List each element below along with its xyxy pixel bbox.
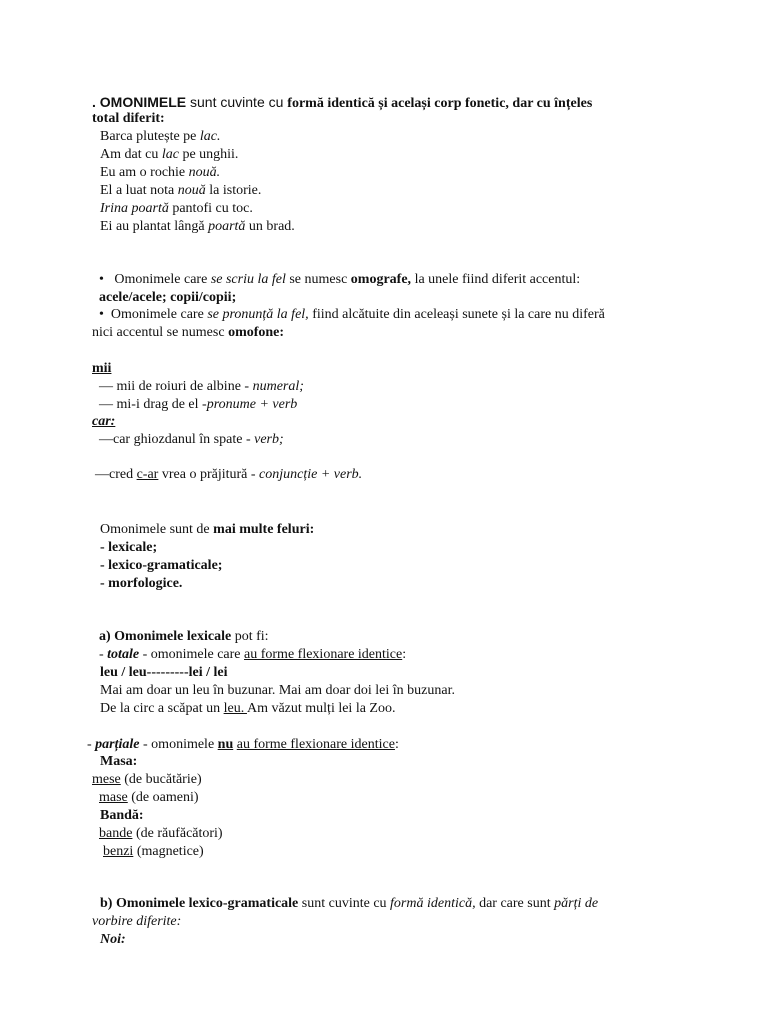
section-heading-text: pot fi:: [231, 629, 269, 644]
mase-line: [99, 789, 199, 807]
homophones-term: omofone:: [228, 325, 285, 340]
example-text: Ei au plantat lângă: [100, 219, 209, 234]
homophones-text: fiind alcătuite din aceleași sunete și la care nu diferă: [308, 307, 605, 322]
intro-term: OMONIMELE: [99, 94, 187, 110]
intro-definition: formă identică și același corp fonetic, dar cu înțeles: [287, 96, 593, 111]
mii-word: mii: [92, 361, 112, 376]
intro-definition-end: total diferit:: [92, 111, 165, 126]
example-line: [100, 182, 261, 200]
example-word: poartă: [208, 219, 246, 234]
example-text: — mi-i drag de el -: [99, 397, 207, 412]
homographs-example-words: acele/acele; copii/copii;: [99, 290, 237, 305]
intro-line-2: [92, 110, 165, 128]
section-heading: b) Omonimele lexico-gramaticale: [100, 896, 299, 911]
example-text: vrea o prăjitură -: [158, 467, 260, 482]
intro-line-1: [92, 93, 592, 113]
homographs-text: la unele fiind diferit accentul:: [411, 272, 581, 287]
intro-text: sunt cuvinte cu: [186, 94, 288, 110]
kinds-text: Omonimele sunt de: [100, 522, 214, 537]
mii-title: [92, 360, 111, 378]
example-role: numeral;: [252, 379, 304, 394]
lexical-heading: [99, 628, 269, 646]
example-word: nouă.: [188, 165, 221, 180]
word-meaning: (de bucătărie): [120, 772, 202, 787]
example-word: c-ar: [136, 467, 159, 482]
leu-line: [100, 664, 228, 682]
mii-example-1: [99, 378, 304, 396]
car-example-2: [95, 466, 362, 484]
lexical-total-line: [99, 646, 406, 664]
dash: -: [99, 647, 108, 662]
word-title: Masa:: [100, 754, 138, 769]
example-line: [100, 146, 238, 164]
kinds-emphasis: mai multe feluri:: [213, 522, 315, 537]
lexical-text: :: [402, 647, 407, 662]
example-text: la istorie.: [205, 183, 262, 198]
example-text: Am dat cu: [100, 147, 162, 162]
lexical-underlined: au forme flexionare identice: [236, 737, 395, 752]
intro-prefix: .: [92, 94, 100, 110]
example-line: [100, 218, 295, 236]
example-text: El a luat nota: [100, 183, 178, 198]
masa-title: [100, 753, 137, 771]
example-line: [100, 128, 221, 146]
dash: -: [87, 737, 96, 752]
word-meaning: (de răufăcători): [132, 826, 223, 841]
example-text: Mai am doar un leu în buzunar. Mai am doar doi lei în buzunar.: [100, 683, 455, 698]
word-meaning: (de oameni): [127, 790, 199, 805]
homographs-examples: [99, 289, 236, 307]
word-form: bande: [99, 826, 133, 841]
kinds-item-label: - lexicale;: [100, 540, 158, 555]
lexgram-emphasis: formă identică,: [390, 896, 476, 911]
benzi-line: [103, 843, 204, 861]
example-word: nouă: [177, 183, 206, 198]
bullet-icon: •: [99, 307, 104, 322]
word-title: Noi:: [100, 932, 126, 947]
word-form: benzi: [103, 844, 134, 859]
lexgram-emphasis: vorbire diferite:: [92, 914, 182, 929]
example-text: Am văzut mulți lei la Zoo.: [246, 701, 396, 716]
homographs-emphasis: se scriu la fel: [210, 272, 286, 287]
leu-example-2: [100, 700, 395, 718]
homophones-text: nici accentul se numesc: [92, 325, 229, 340]
example-text: pe unghii.: [178, 147, 239, 162]
homophones-line-2: [92, 324, 284, 342]
example-role: pronume + verb: [206, 397, 298, 412]
kinds-item-label: - morfologice.: [100, 576, 183, 591]
lexgram-heading: [100, 895, 598, 913]
banda-title: [100, 807, 144, 825]
mese-line: [92, 771, 202, 789]
homophones-text: Omonimele care: [110, 307, 208, 322]
partial-term: parțiale: [95, 737, 140, 752]
leu-forms: leu / leu---------lei / lei: [100, 665, 228, 680]
example-line: [100, 164, 220, 182]
example-text: Barca plutește pe: [100, 129, 200, 144]
homographs-term: omografe,: [350, 272, 412, 287]
example-text: pantofi cu toc.: [168, 201, 253, 216]
example-text: De la circ a scăpat un: [100, 701, 224, 716]
car-example-1: [99, 431, 284, 449]
car-title: [92, 413, 115, 431]
leu-example-1: [100, 682, 455, 700]
lexical-partial-line: [87, 736, 399, 754]
lexgram-line-2: [92, 913, 181, 931]
noi-title: [100, 931, 126, 949]
example-text: —car ghiozdanul în spate -: [99, 432, 255, 447]
kinds-intro: [100, 521, 314, 539]
section-heading: a) Omonimele lexicale: [99, 629, 232, 644]
lexical-text: :: [394, 737, 399, 752]
example-role: conjuncție + verb.: [259, 467, 363, 482]
example-text: un brad.: [245, 219, 295, 234]
kinds-item: [100, 575, 182, 593]
lexical-text: - omonimele: [139, 737, 218, 752]
homographs-line: [99, 271, 580, 289]
word-meaning: (magnetice): [133, 844, 204, 859]
bande-line: [99, 825, 223, 843]
mii-example-2: [99, 396, 297, 414]
example-text: Eu am o rochie: [100, 165, 189, 180]
lexgram-text: sunt cuvinte cu: [298, 896, 391, 911]
homographs-text: se numesc: [285, 272, 351, 287]
kinds-item-label: - lexico-gramaticale;: [100, 558, 223, 573]
lexical-negation: nu: [217, 737, 234, 752]
lexical-underlined: au forme flexionare identice: [244, 647, 403, 662]
lexical-text: - omonimele care: [139, 647, 245, 662]
example-word: lac.: [199, 129, 221, 144]
kinds-item: [100, 557, 222, 575]
bullet-icon: •: [99, 272, 104, 287]
example-text: — mii de roiuri de albine -: [99, 379, 253, 394]
word-title: Bandă:: [100, 808, 144, 823]
car-word: car:: [92, 414, 116, 429]
lexgram-emphasis: părți de: [554, 896, 599, 911]
example-word: leu.: [223, 701, 247, 716]
example-text: —cred: [95, 467, 137, 482]
word-form: mase: [99, 790, 128, 805]
lexgram-text: dar care sunt: [475, 896, 555, 911]
homophones-emphasis: se pronunță la fel,: [207, 307, 309, 322]
example-word: lac: [161, 147, 179, 162]
example-word: Irina poartă: [100, 201, 169, 216]
example-line: [100, 200, 253, 218]
kinds-item: [100, 539, 157, 557]
homographs-text: Omonimele care: [114, 272, 211, 287]
total-term: totale: [107, 647, 140, 662]
homophones-line: [99, 306, 605, 324]
example-role: verb;: [254, 432, 284, 447]
word-form: mese: [92, 772, 121, 787]
